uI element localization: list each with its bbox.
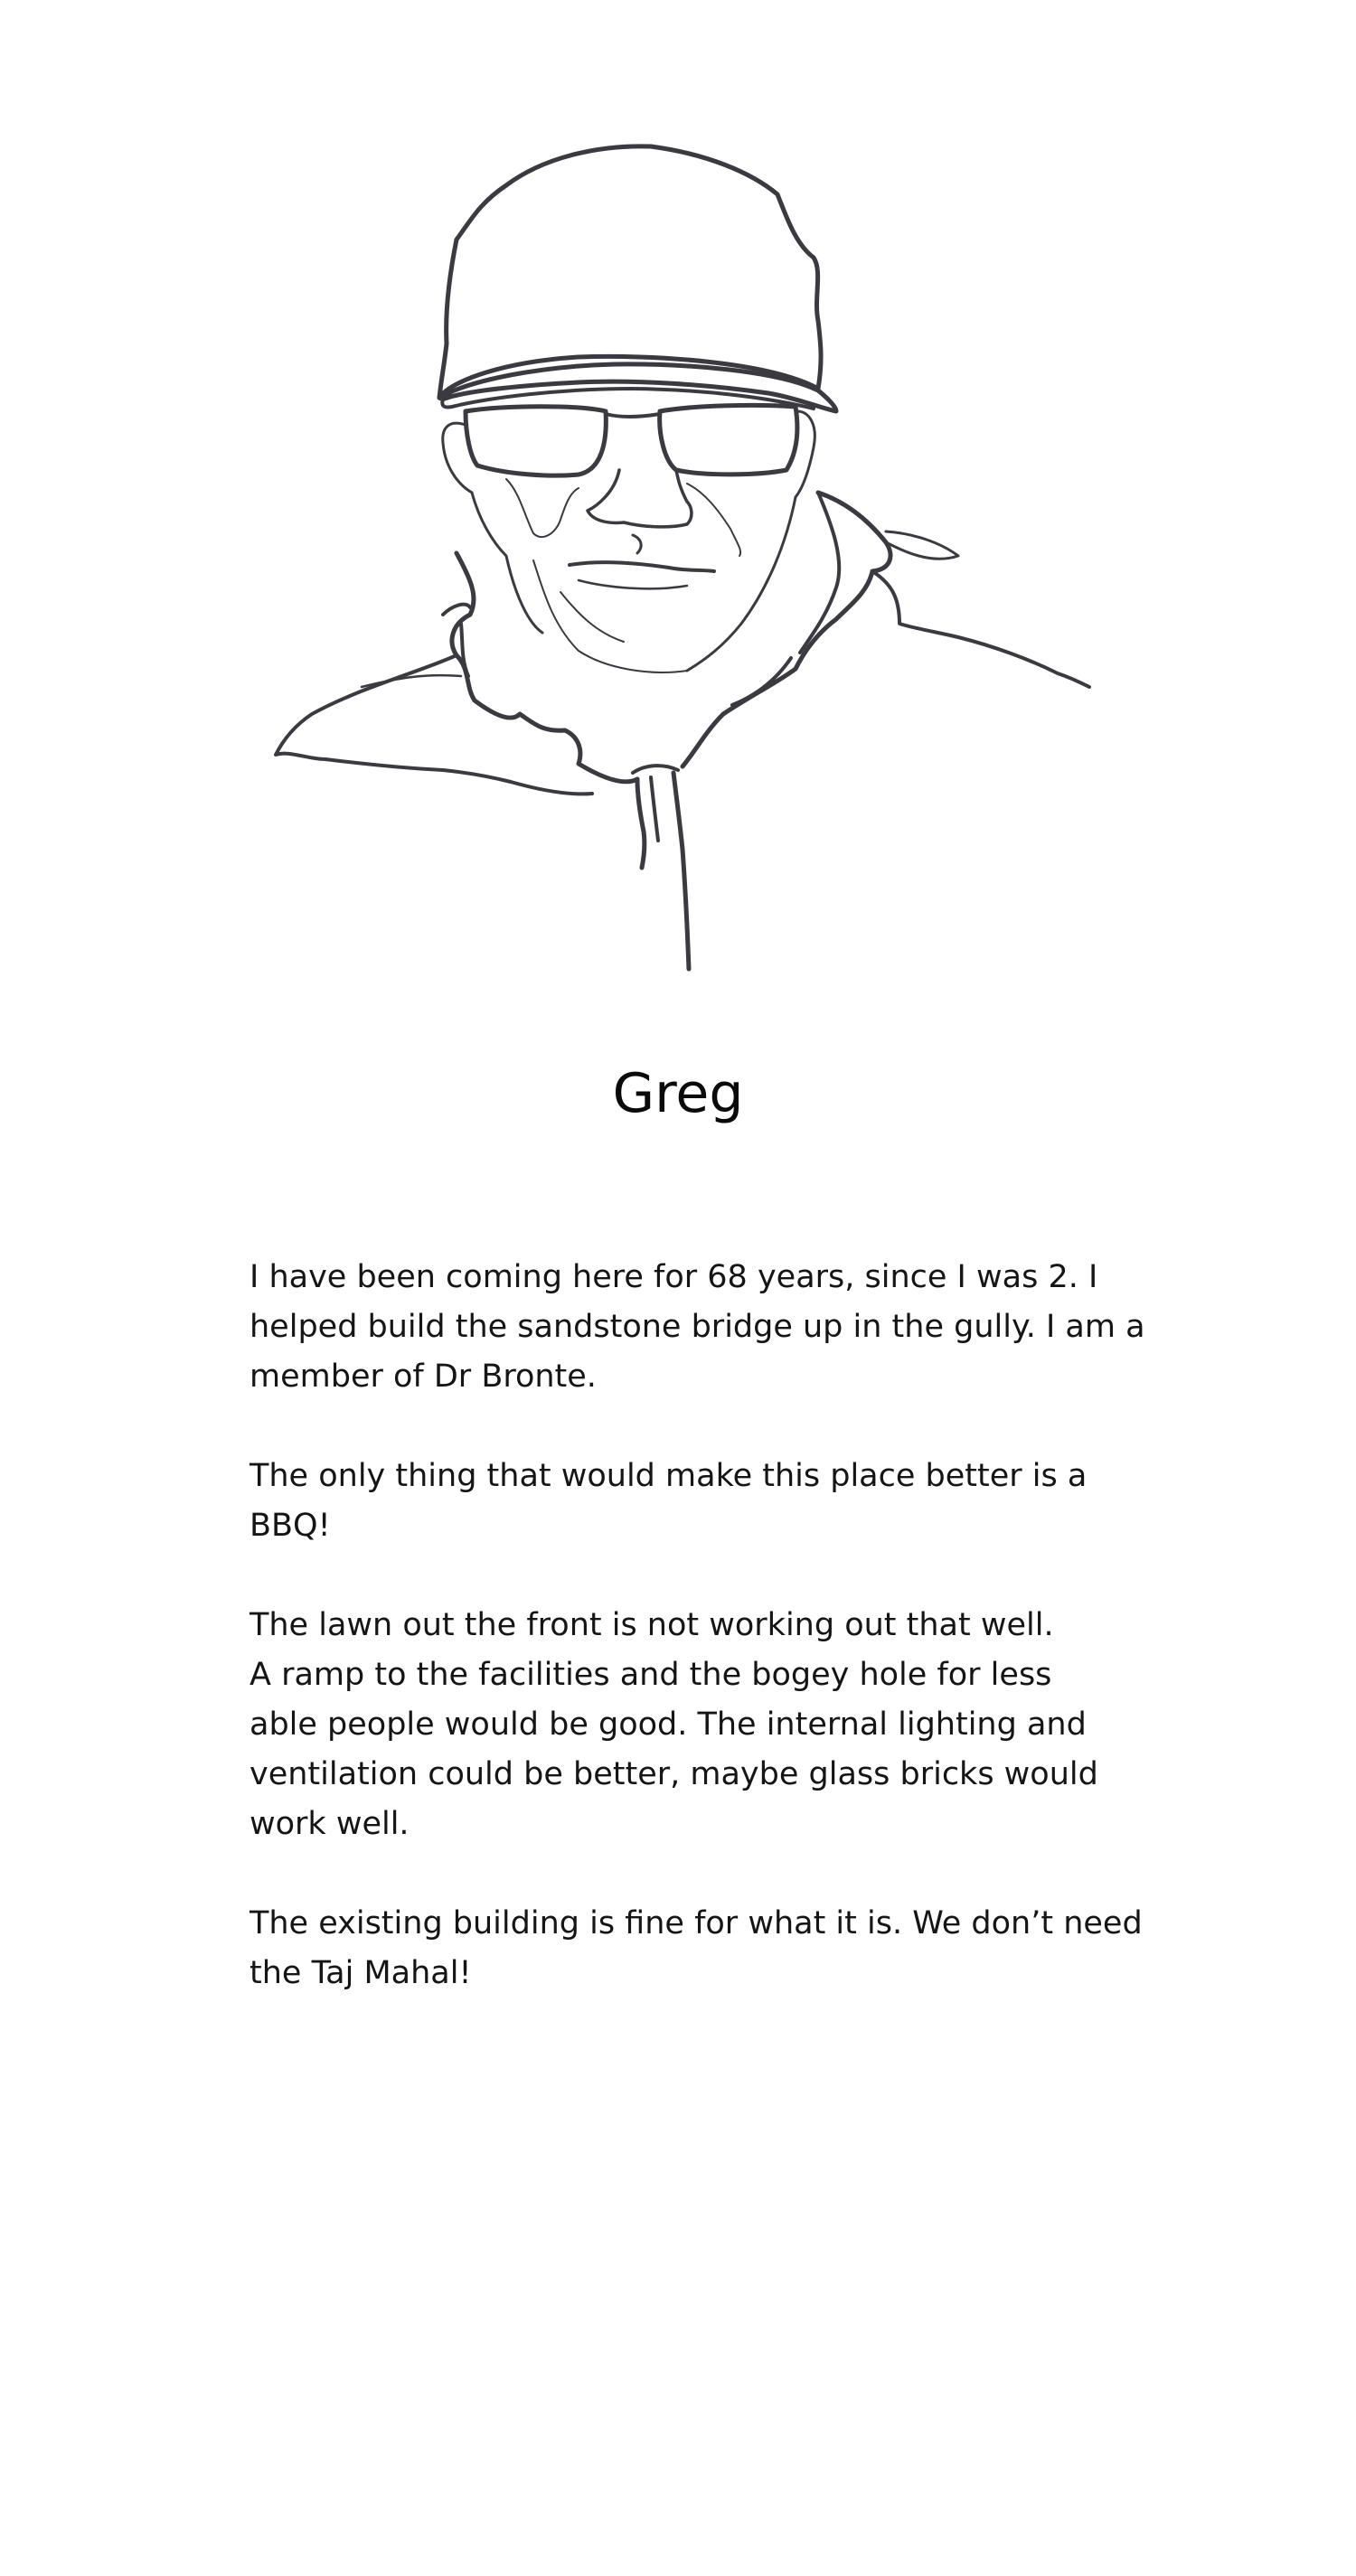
cap-crown [439,146,821,398]
story-line: member of Dr Bronte. [250,1359,597,1395]
left-face-side [472,493,542,633]
mouth [570,562,714,571]
drawstring-center [651,777,658,841]
story-line: I have been coming here for 68 years, since I was 2. I [250,1259,1098,1295]
story-line: The only thing that would make this place better is a [250,1458,1088,1494]
cheek-line-left [506,479,579,537]
person-name: Greg [612,1062,744,1125]
story-paragraph [250,1452,1108,1551]
story-line: helped build the sandstone bridge up in the gully. I am a [250,1309,1145,1345]
story-paragraph [250,1899,1143,1998]
nostril [633,535,641,553]
sunglasses-right-lens [660,405,797,474]
story-line: A ramp to the facilities and the bogey hole for less [250,1657,1052,1693]
story-line: the Taj Mahal! [250,1955,472,1991]
sunglasses-bridge [606,414,660,417]
shoulder-right-top [886,531,958,559]
story-line: able people would be good. The internal lighting and [250,1706,1087,1743]
story-line: The lawn out the front is not working out that well. [250,1607,1054,1643]
right-face-side [687,497,796,671]
cheek-line-right [687,484,740,556]
story-paragraph [250,1253,1145,1402]
story-paragraph [250,1601,1108,1849]
nose [588,470,692,527]
drawstring-left [637,779,645,868]
story-line: The existing building is fine for what it is. We don’t need [250,1905,1143,1941]
lower-lip [579,580,687,588]
jaw-lines [533,560,687,672]
portrait-drawing [0,0,1356,994]
story-line: ventilation could be better, maybe glass bricks would [250,1756,1098,1792]
story-line: work well. [250,1806,410,1842]
story-line: BBQ! [250,1508,331,1544]
sunglasses-left-lens [466,407,606,475]
man-portrait-icon [0,0,1356,994]
shoulder-right [872,571,1089,687]
drawstring-knot [633,766,678,773]
chin-wrinkle [560,592,624,642]
collar-left [452,553,637,782]
drawstring-right [673,773,689,969]
story-text [250,1253,1145,2048]
